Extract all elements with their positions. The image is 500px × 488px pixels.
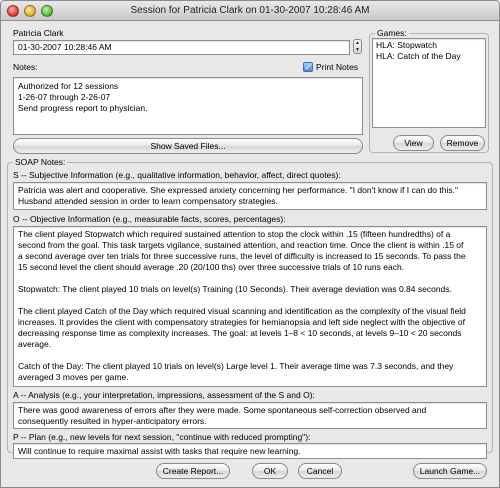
games-label: Games: (377, 28, 407, 38)
objective-line: average. (18, 339, 52, 349)
datetime-stepper[interactable] (353, 39, 362, 54)
objective-label: O -- Objective Information (e.g., measurable facts, scores, percentages): (13, 214, 286, 224)
session-datetime-field[interactable]: 01-30-2007 10:28:46 AM (13, 40, 350, 55)
plan-label: P -- Plan (e.g., new levels for next session, "continue with reduced prompting"): (13, 432, 311, 442)
list-item[interactable]: HLA: Stopwatch (376, 40, 437, 50)
plan-textarea[interactable] (13, 443, 487, 459)
objective-line: 15 second level the client should average .20 (20/100 ths) over three successive trials of 10 runs each. (18, 262, 405, 272)
objective-line: Catch of the Day: The client played 10 trials on level(s) Large level 1. Their average time was 7.3 seconds, and they (18, 361, 454, 371)
analysis-line: consequently resulted in hyper-anticipatory errors. (18, 416, 207, 426)
print-notes-label[interactable]: Print Notes (316, 62, 359, 72)
ok-button[interactable]: OK (252, 463, 288, 479)
patient-name: Patricia Clark (13, 28, 64, 38)
notes-line: Authorized for 12 sessions (18, 81, 119, 91)
objective-line: increases. It provides the client with compensatory strategies for hemianopsia and left side neglect with the objective of (18, 317, 465, 327)
subjective-label: S -- Subjective Information (e.g., qualitative information, behavior, affect, direct quotes): (13, 170, 341, 180)
notes-line: Send progress report to physician. (18, 103, 148, 113)
notes-line: 1-26-07 through 2-26-07 (18, 92, 111, 102)
analysis-line: There was good awareness of errors after they were made. Some spontaneous self-correction observed and (18, 405, 427, 415)
show-saved-files-button[interactable]: Show Saved Files... (13, 138, 363, 154)
view-game-button[interactable]: View (393, 135, 434, 151)
soap-notes-label: SOAP Notes: (15, 157, 66, 167)
stepper-up-icon[interactable]: ▲ (355, 40, 360, 46)
objective-line: a second average over ten trials for three successive runs, the level of difficulty is increased to 15 seconds. To pass the (18, 251, 466, 261)
objective-line: Stopwatch: The client played 10 trials on level(s) Training (10 Seconds). Their average deviation was 0.84 seconds. (18, 284, 452, 294)
plan-line: Will continue to require maximal assist with tasks that require new learning. (18, 446, 301, 456)
zoom-window-icon[interactable] (41, 5, 53, 17)
title-bar (1, 1, 499, 21)
analysis-label: A -- Analysis (e.g., your interpretation, impressions, assessment of the S and O): (13, 390, 315, 400)
objective-line: averaged 3 moves per game. (18, 372, 129, 382)
objective-line: decreasing response time as complexity increases. The goal: at levels 1–8 < 10 seconds, at levels 9–10 < 20 seconds (18, 328, 462, 338)
window-title: Session for Patricia Clark on 01-30-2007 10:28:46 AM (130, 5, 370, 16)
list-item[interactable]: HLA: Catch of the Day (376, 51, 461, 61)
subjective-line: Patricia was alert and cooperative. She expressed anxiety concerning her performance. "I don't know if I can do this." (18, 185, 458, 195)
launch-game-button[interactable]: Launch Game... (413, 463, 487, 479)
subjective-textarea[interactable] (13, 182, 487, 210)
cancel-button[interactable]: Cancel (298, 463, 342, 479)
objective-paragraph (18, 284, 482, 295)
notes-label: Notes: (13, 62, 38, 72)
objective-line: second from the goal. This task targets vigilance, sustained attention, and reaction time. Once the client is within .15 of (18, 240, 464, 250)
analysis-textarea[interactable] (13, 402, 487, 429)
stepper-down-icon[interactable]: ▼ (355, 46, 360, 53)
notes-textarea[interactable] (13, 77, 363, 135)
objective-line: The client played Stopwatch which required sustained attention to stop the clock within .15 (fifteen hundredths) of a (18, 229, 451, 239)
objective-textarea[interactable] (13, 226, 487, 387)
close-window-icon[interactable] (7, 5, 19, 17)
checkmark-icon: ✓ (304, 63, 312, 72)
games-list[interactable] (372, 38, 486, 128)
minimize-window-icon[interactable] (24, 5, 36, 17)
create-report-button[interactable]: Create Report... (156, 463, 230, 479)
objective-paragraph (18, 229, 482, 273)
objective-paragraph (18, 361, 482, 383)
objective-line: The client played Catch of the Day which required visual scanning and identification as the complexity of the visual field (18, 306, 466, 316)
subjective-line: Husband attended session in order to learn compensatory strategies. (18, 196, 278, 206)
remove-game-button[interactable]: Remove (440, 135, 485, 151)
print-notes-checkbox[interactable] (303, 62, 313, 72)
objective-paragraph (18, 306, 482, 350)
